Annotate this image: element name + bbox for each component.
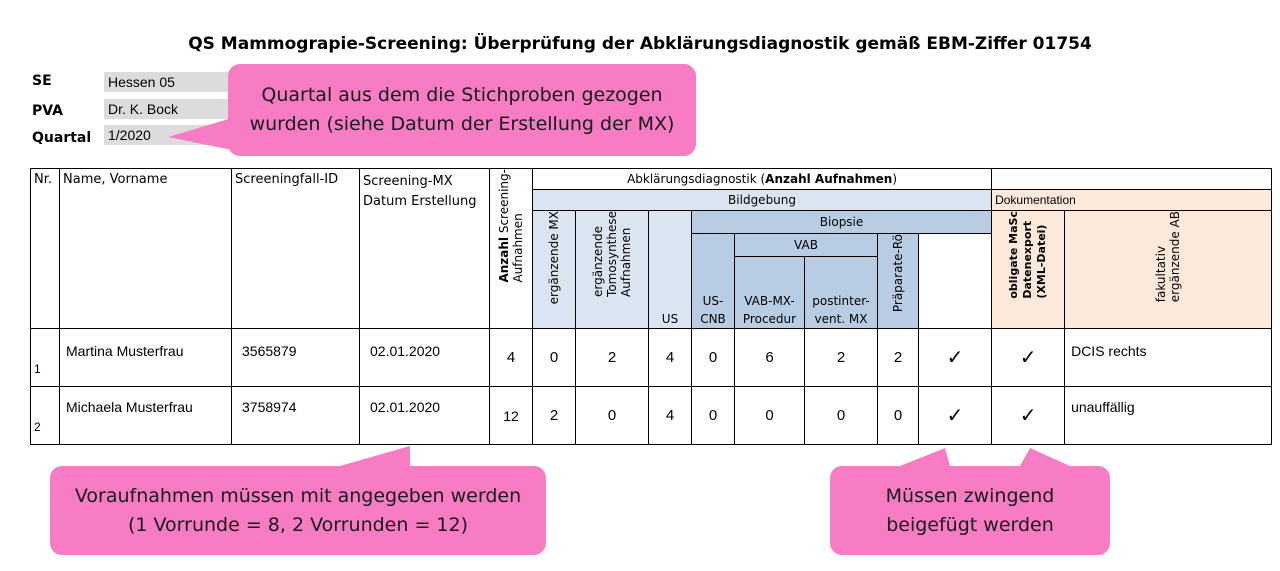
- quartal-value: 1/2020: [104, 125, 284, 145]
- beifuegen-callout-line1: Müssen zwingend: [885, 484, 1055, 507]
- pva-value: Dr. K. Bock: [104, 99, 284, 119]
- header-mx-datum: [360, 169, 490, 329]
- row-tomo: 2: [576, 329, 649, 387]
- header-erg-mx: ergänzende MX: [533, 211, 576, 329]
- header-anzahl: [490, 169, 533, 329]
- table-row: [31, 387, 1272, 445]
- voraufnahmen-callout-line1: Voraufnahmen müssen mit angegeben werden: [74, 484, 522, 507]
- row-diagnose: DCIS rechts: [1065, 329, 1272, 387]
- voraufnahmen-callout: [50, 466, 546, 555]
- row-us-cnb: 0: [692, 329, 735, 387]
- row-us: 4: [649, 387, 692, 445]
- row-us-cnb: 0: [692, 387, 735, 445]
- pva-label: PVA: [32, 103, 63, 119]
- top-callout-pointer: [168, 118, 232, 150]
- table-row: [31, 329, 1272, 387]
- header-mx-line1: Screening-MX: [363, 174, 453, 189]
- header-abklaerung: Abklärungsdiagnostik (Anzahl Aufnahmen): [533, 169, 992, 190]
- header-name: Name, Vorname: [60, 169, 232, 329]
- header-anzahl-line2: Aufnahmen: [511, 213, 525, 283]
- row-obligat-check: ✓: [919, 329, 992, 387]
- header-biopsie: Biopsie: [692, 211, 992, 234]
- row-us: 4: [649, 329, 692, 387]
- header-fakultativ: fakultativ ergänzende AB: [1065, 211, 1272, 329]
- row-anzahl: 4: [490, 329, 533, 387]
- header-vab: VAB: [735, 234, 878, 257]
- row-id: 3565879: [232, 329, 360, 387]
- row-erg-mx: 0: [533, 329, 576, 387]
- row-name: Martina Musterfrau: [60, 329, 232, 387]
- row-fakultativ-check: ✓: [992, 329, 1065, 387]
- header-obligat: obligate MaSc Datenexport (XML-Datei): [992, 211, 1065, 329]
- left-callout-pointer: [340, 446, 410, 466]
- row-praeparate: 0: [878, 387, 919, 445]
- row-obligat-check: ✓: [919, 387, 992, 445]
- row-tomo: 0: [576, 387, 649, 445]
- quartal-callout: [228, 64, 696, 156]
- header-us-cnb: US- CNB: [692, 234, 735, 329]
- row-postintervent: 2: [805, 329, 878, 387]
- beifuegen-callout-line2: beigefügt werden: [886, 513, 1054, 536]
- row-vab-mx: 6: [735, 329, 805, 387]
- header-praeparate: Präparate-Rö: [878, 234, 919, 329]
- header-postintervent: postinter- vent. MX: [805, 257, 878, 329]
- header-anzahl-bold: Anzahl: [497, 236, 511, 283]
- header-fallid: Screeningfall-ID: [232, 169, 360, 329]
- row-erg-mx: 2: [533, 387, 576, 445]
- row-date: 02.01.2020: [360, 387, 490, 445]
- quartal-callout-line1: Quartal aus dem die Stichproben gezogen: [261, 84, 663, 106]
- header-doc-top: [992, 169, 1272, 190]
- quartal-label: Quartal: [32, 130, 92, 146]
- header-mx-line2: Datum Erstellung: [363, 194, 477, 209]
- row-id: 3758974: [232, 387, 360, 445]
- quartal-callout-line2: wurden (siehe Datum der Erstellung der MX): [249, 113, 675, 135]
- row-anzahl: 12: [490, 387, 533, 445]
- header-bildgebung: Bildgebung: [533, 190, 992, 211]
- right-callout-pointer-2: [1020, 448, 1070, 466]
- row-name: Michaela Musterfrau: [60, 387, 232, 445]
- row-fakultativ-check: ✓: [992, 387, 1065, 445]
- se-value: Hessen 05: [104, 72, 284, 92]
- screening-table: [30, 168, 1272, 445]
- header-vab-mx: VAB-MX- Procedur: [735, 257, 805, 329]
- beifuegen-callout: [830, 466, 1110, 555]
- row-postintervent: 0: [805, 387, 878, 445]
- header-nr: Nr.: [31, 169, 60, 329]
- row-diagnose: unauffällig: [1065, 387, 1272, 445]
- row-nr: 1: [31, 329, 60, 387]
- header-anzahl-rest: Screening-: [497, 169, 511, 237]
- page-title: QS Mammograpie-Screening: Überprüfung der Abklärungsdiagnostik gemäß EBM-Ziffer 01754: [188, 34, 1092, 54]
- header-dokumentation: Dokumentation: [992, 190, 1272, 211]
- header-tomo: ergänzende Tomosynthese Aufnahmen: [576, 211, 649, 329]
- right-callout-pointer-1: [900, 448, 950, 466]
- row-vab-mx: 0: [735, 387, 805, 445]
- row-nr: 2: [31, 387, 60, 445]
- header-us: US: [649, 211, 692, 329]
- voraufnahmen-callout-line2: (1 Vorrunde = 8, 2 Vorrunden = 12): [127, 513, 468, 536]
- se-label: SE: [32, 73, 52, 89]
- row-praeparate: 2: [878, 329, 919, 387]
- row-date: 02.01.2020: [360, 329, 490, 387]
